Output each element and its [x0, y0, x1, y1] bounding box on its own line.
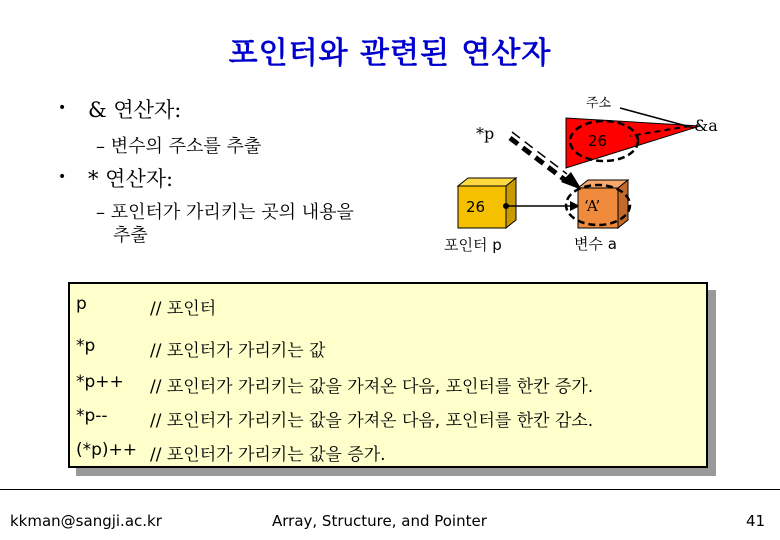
footer-email: kkman@sangji.ac.kr — [10, 512, 162, 530]
variable-caption: 변수 a — [574, 235, 617, 253]
operator-key: *p-- — [76, 406, 108, 426]
bullet-marker: • — [58, 100, 67, 116]
operator-description: // 포인터가 가리키는 값을 가져온 다음, 포인터를 한칸 감소. — [150, 411, 594, 431]
operator-key: *p — [76, 336, 96, 356]
operator-key: p — [76, 294, 87, 314]
operator-description: // 포인터가 가리키는 값을 증가. — [150, 445, 386, 465]
star-p-label: *p — [476, 124, 495, 143]
bullet-star-description-line2: 추출 — [113, 225, 148, 246]
variable-box-value: ‘A’ — [584, 197, 601, 215]
footer-divider — [0, 489, 780, 490]
address-label: 주소 — [586, 96, 612, 111]
bullet-marker: • — [58, 169, 67, 185]
pointer-box-value: 26 — [466, 198, 486, 216]
operator-description: // 포인터가 가리키는 값을 가져온 다음, 포인터를 한칸 증가. — [150, 377, 594, 397]
bullet-amp-operator: & 연산자: — [88, 98, 182, 122]
footer-course: Array, Structure, and Pointer — [272, 512, 487, 530]
operator-description: // 포인터 — [150, 299, 217, 319]
slide-title: 포인터와 관련된 연산자 — [228, 36, 552, 71]
bullet-star-operator: * 연산자: — [88, 167, 174, 191]
operator-key: (*p)++ — [76, 440, 138, 460]
operator-description: // 포인터가 가리키는 값 — [150, 341, 326, 361]
flag-value: 26 — [588, 132, 608, 150]
address-flag — [566, 118, 700, 168]
operator-table — [68, 282, 708, 468]
pointer-caption: 포인터 p — [444, 236, 502, 254]
amp-a-label: &a — [694, 116, 718, 135]
page-number: 41 — [746, 512, 766, 530]
bullet-star-description-line1: – 포인터가 가리키는 곳의 내용을 — [96, 202, 354, 223]
bullet-amp-description: – 변수의 주소를 추출 — [96, 136, 262, 157]
dereference-arrow — [510, 138, 565, 180]
operator-key: *p++ — [76, 372, 124, 392]
